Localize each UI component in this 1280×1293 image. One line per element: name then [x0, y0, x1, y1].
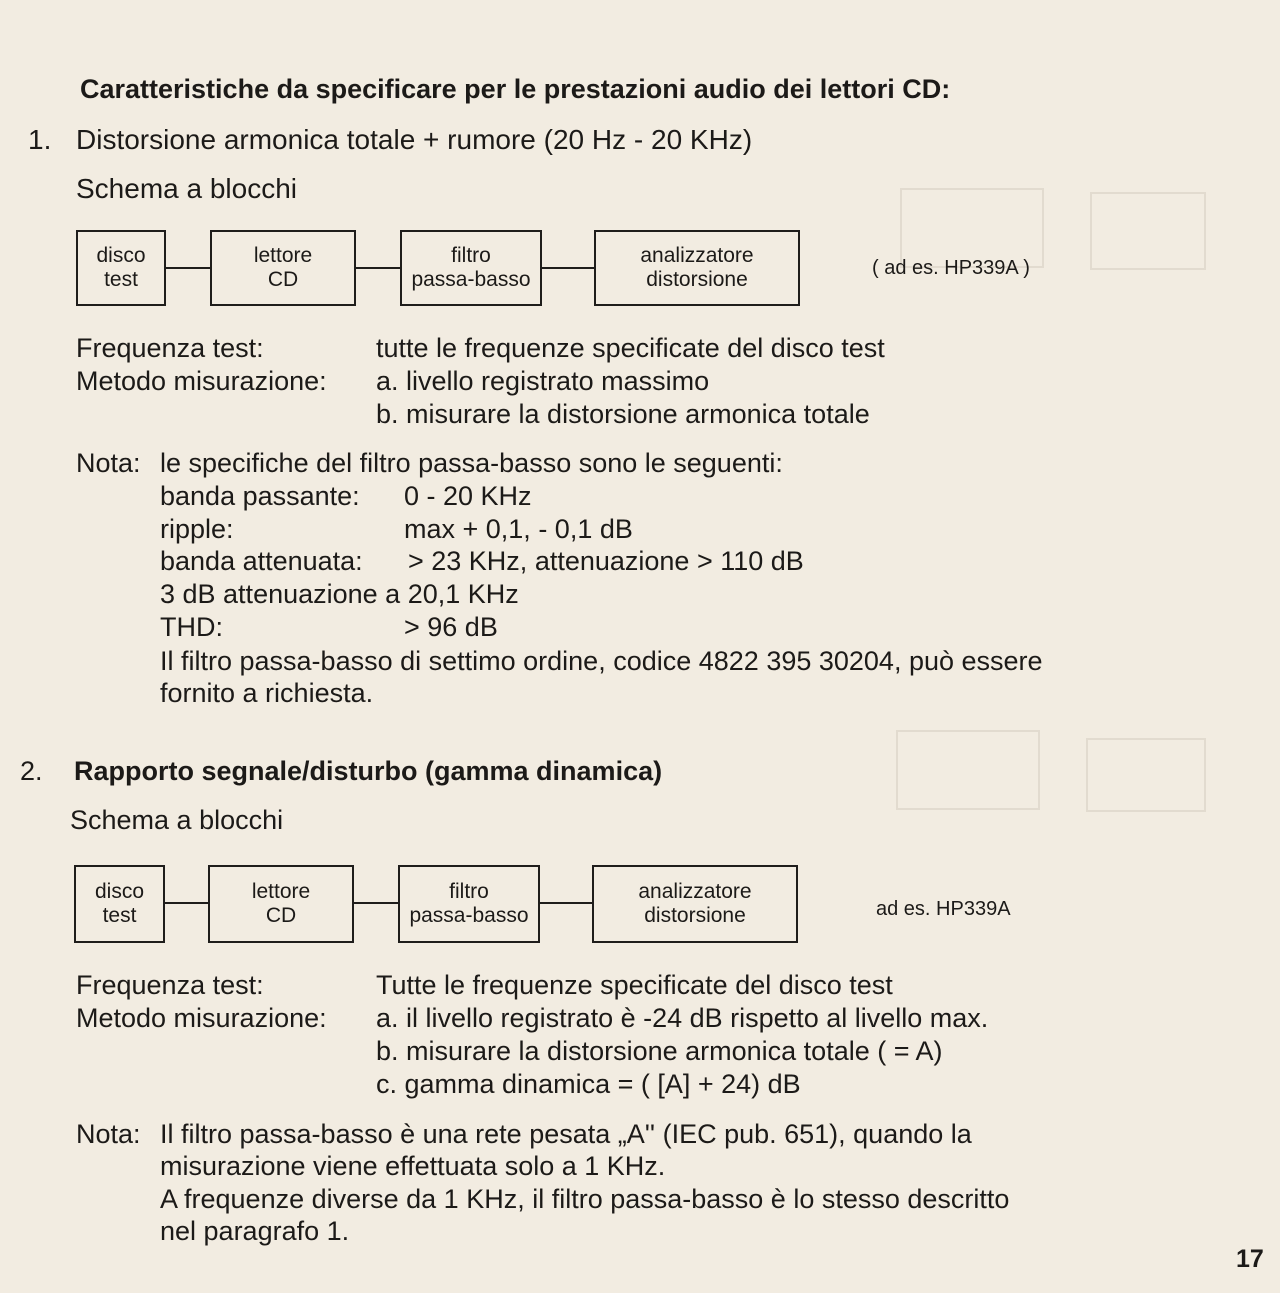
block-disco-test	[76, 230, 166, 306]
freq-test-label: Frequenza test:	[76, 333, 264, 363]
note-line: A frequenze diverse da 1 KHz, il filtro passa-basso è lo stesso descritto	[160, 1184, 1010, 1214]
spec-3db-line: 3 dB attenuazione a 20,1 KHz	[160, 579, 519, 609]
show-through-box	[1086, 738, 1206, 812]
note-line: nel paragrafo 1.	[160, 1216, 350, 1246]
diagram-example-note: ad es. HP339A	[876, 898, 1011, 920]
spec-value: > 23 KHz, attenuazione > 110 dB	[408, 546, 804, 576]
section2-title: Rapporto segnale/disturbo (gamma dinamica)	[74, 756, 663, 786]
note-intro: le specifiche del filtro passa-basso sono le seguenti:	[160, 448, 783, 478]
filter-info-line: Il filtro passa-basso di settimo ordine, codice 4822 395 30204, può essere	[160, 646, 1043, 676]
freq-test-value: Tutte le frequenze specificate del disco test	[376, 970, 893, 1000]
block-lettore-cd	[208, 865, 354, 943]
page-number: 17	[1236, 1245, 1264, 1273]
section1-title: Distorsione armonica totale + rumore (20 Hz - 20 KHz)	[76, 124, 753, 155]
block-line: disco	[96, 244, 146, 267]
note-line: Il filtro passa-basso è una rete pesata „A'' (IEC pub. 651), quando la	[160, 1119, 972, 1149]
spec-label: banda passante:	[160, 481, 360, 511]
show-through-box	[900, 188, 1044, 268]
block-line: CD	[267, 268, 299, 291]
block-analizzatore-distorsione	[592, 865, 798, 943]
block-line: lettore	[253, 244, 313, 267]
block-lettore-cd	[210, 230, 356, 306]
show-through-box	[896, 730, 1040, 810]
block-line: test	[102, 904, 137, 927]
spec-value: 0 - 20 KHz	[404, 481, 532, 511]
filter-info-line: fornito a richiesta.	[160, 678, 374, 708]
block-analizzatore-distorsione	[594, 230, 800, 306]
spec-value: max + 0,1, - 0,1 dB	[404, 514, 633, 544]
freq-test-label: Frequenza test:	[76, 970, 264, 1000]
block-line: passa-basso	[409, 904, 529, 927]
method-step-b: b. misurare la distorsione armonica totale ( = A)	[376, 1036, 943, 1066]
block-disco-test	[74, 865, 165, 943]
note-label: Nota:	[76, 1119, 141, 1149]
method-label: Metodo misurazione:	[76, 1003, 327, 1033]
method-step-a: a. livello registrato massimo	[376, 366, 710, 396]
block-line: disco	[94, 880, 145, 903]
method-step-c: c. gamma dinamica = ( [A] + 24) dB	[376, 1069, 801, 1099]
diagram-example-note: ( ad es. HP339A )	[872, 257, 1030, 279]
block-line: analizzatore	[638, 880, 752, 903]
connector-line	[165, 902, 208, 904]
freq-test-value: tutte le frequenze specificate del disco test	[376, 333, 885, 363]
block-line: analizzatore	[640, 244, 754, 267]
connector-line	[356, 267, 400, 269]
thd-value: > 96 dB	[404, 612, 498, 642]
block-filtro-passa-basso	[398, 865, 540, 943]
block-line: distorsione	[646, 268, 748, 291]
connector-line	[540, 902, 592, 904]
connector-line	[542, 267, 594, 269]
block-line: filtro	[451, 244, 491, 267]
block-line: test	[104, 268, 138, 291]
page-heading: Caratteristiche da specificare per le prestazioni audio dei lettori CD:	[80, 74, 951, 104]
block-filtro-passa-basso	[400, 230, 542, 306]
section2-number: 2.	[20, 756, 43, 786]
spec-label: banda attenuata:	[160, 546, 363, 576]
block-line: distorsione	[644, 904, 746, 927]
block-line: passa-basso	[411, 268, 531, 291]
section1-schema-label: Schema a blocchi	[76, 173, 298, 204]
thd-label: THD:	[160, 612, 223, 642]
block-line: lettore	[251, 880, 311, 903]
note-line: misurazione viene effettuata solo a 1 KHz.	[160, 1151, 666, 1181]
note-label: Nota:	[76, 448, 141, 478]
method-step-a: a. il livello registrato è -24 dB rispetto al livello max.	[376, 1003, 989, 1033]
section1-number: 1.	[28, 124, 52, 155]
show-through-box	[1090, 192, 1206, 270]
connector-line	[166, 267, 210, 269]
section2-schema-label: Schema a blocchi	[70, 805, 284, 835]
connector-line	[354, 902, 398, 904]
block-line: filtro	[449, 880, 489, 903]
method-label: Metodo misurazione:	[76, 366, 327, 396]
block-line: CD	[265, 904, 297, 927]
spec-label: ripple:	[160, 514, 234, 544]
method-step-b: b. misurare la distorsione armonica totale	[376, 399, 870, 429]
